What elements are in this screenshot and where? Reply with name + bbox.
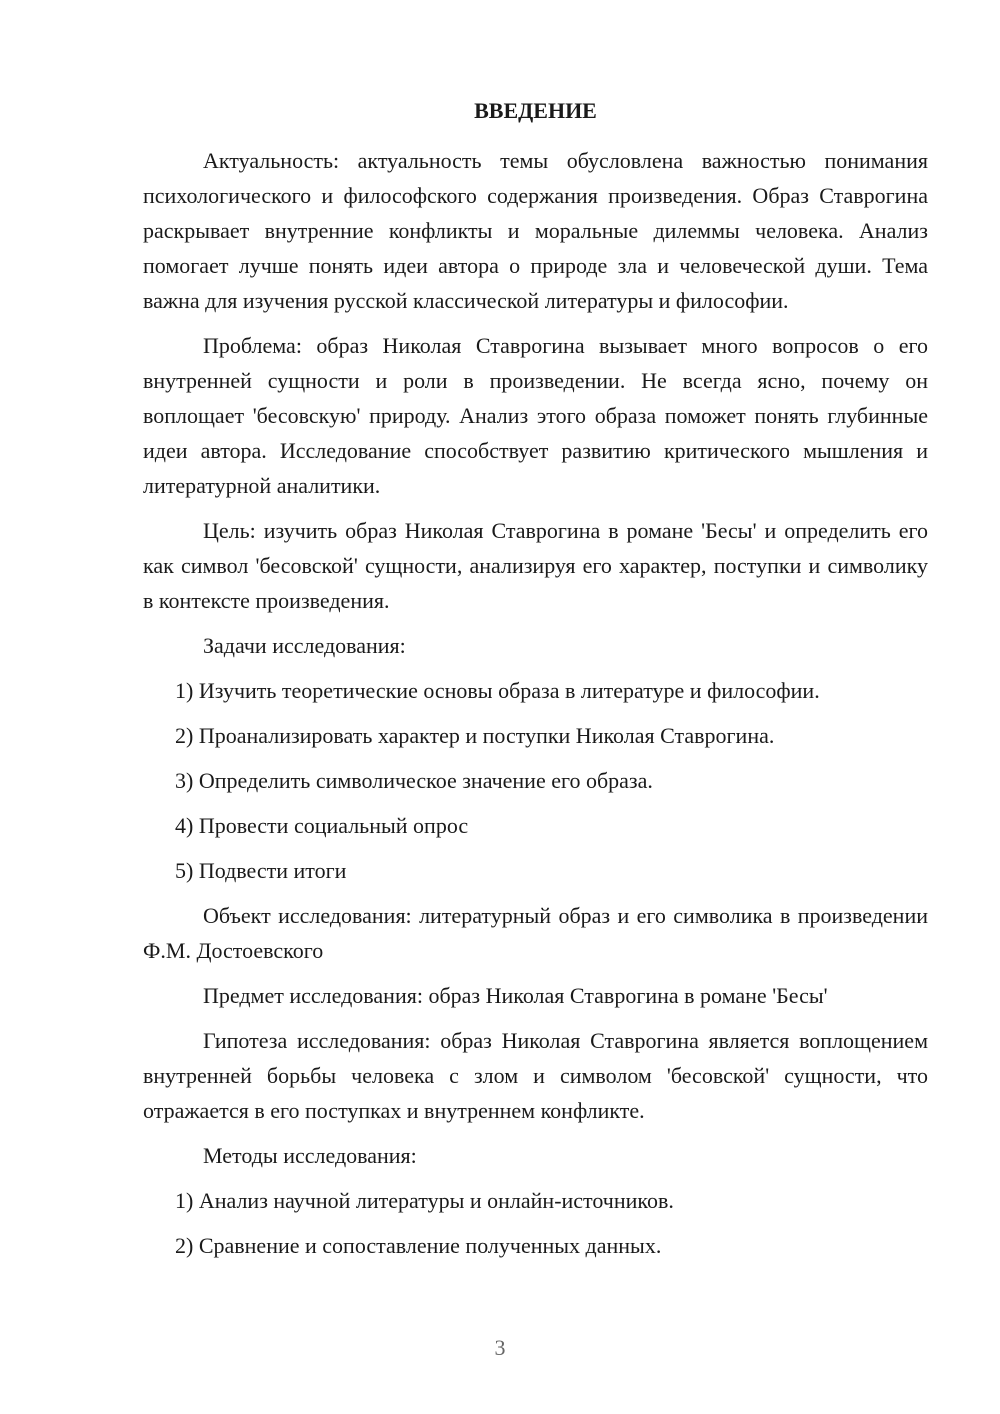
goal-paragraph: Цель: изучить образ Николая Ставрогина в романе 'Бесы' и определить его как символ 'бесовской' сущности, анализируя его характер, поступки и символику в контексте произведения. [143,518,928,613]
method-item-1: 1) Анализ научной литературы и онлайн-источников. [175,1188,674,1213]
method-item-2: 2) Сравнение и сопоставление полученных данных. [175,1233,662,1258]
page-title: ВВЕДЕНИЕ [474,98,597,123]
task-item-2: 2) Проанализировать характер и поступки Николая Ставрогина. [175,723,775,748]
hypothesis-paragraph: Гипотеза исследования: образ Николая Ставрогина является воплощением внутренней борьбы человека с злом и символом 'бесовской' сущности, что отражается в его поступках и внутреннем конфликте. [143,1028,928,1123]
task-item-4: 4) Провести социальный опрос [175,813,469,838]
object-paragraph: Объект исследования: литературный образ и его символика в произведении Ф.М. Достоевского [143,903,928,963]
methods-heading: Методы исследования: [203,1143,417,1168]
relevance-paragraph: Актуальность: актуальность темы обусловлена важностью понимания психологического и философского содержания произведения. Образ Ставрогина раскрывает внутренние конфликты и моральные дилеммы человека. Анализ помогает лучше понять идеи автора о природе зла и человеческой души. Тема важна для изучения русской классической литературы и философии. [143,148,928,313]
page-number-container [70,1333,1000,1363]
problem-paragraph: Проблема: образ Николая Ставрогина вызывает много вопросов о его внутренней сущности и роли в произведении. Не всегда ясно, почему он воплощает 'бесовскую' природу. Анализ этого образа поможет понять глубинные идеи автора. Исследование способствует развитию критического мышления и литературной аналитики. [143,333,928,498]
task-item-3: 3) Определить символическое значение его образа. [175,768,653,793]
task-item-1: 1) Изучить теоретические основы образа в литературе и философии. [175,678,820,703]
document-body [143,143,928,1273]
subject-paragraph: Предмет исследования: образ Николая Ставрогина в романе 'Бесы' [203,983,828,1008]
tasks-heading: Задачи исследования: [203,633,406,658]
page-number: 3 [494,1335,506,1360]
task-item-5: 5) Подвести итоги [175,858,347,883]
